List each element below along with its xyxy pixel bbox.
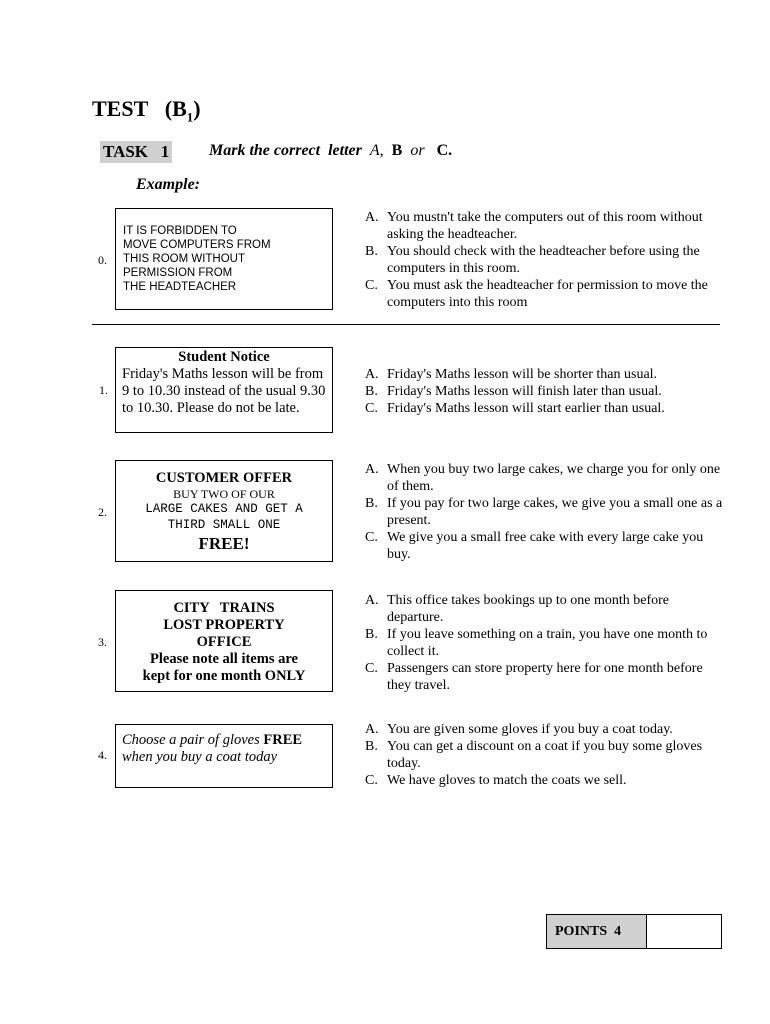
notice-line: LARGE CAKES AND GET A [145,502,303,516]
notice-line: kept for one month ONLY [142,668,306,684]
question-number: 3. [98,635,107,649]
title-level-sub: 1 [186,109,194,125]
notice-line: THIS ROOM WITHOUT [123,253,246,265]
notice-body: Friday's Maths lesson will be from 9 to 10.30 instead of the usual 9.30 to 10.30. Please do not be late. [122,366,326,416]
option-c[interactable] [365,277,725,311]
option-letter: B. [365,627,378,642]
option-b[interactable] [365,626,725,660]
option-a[interactable] [365,461,725,495]
example-label: Example: [136,176,200,193]
option-a[interactable] [365,366,725,383]
notice-text: Choose a pair of gloves [122,732,264,748]
option-text: You can get a discount on a coat if you buy some gloves today. [387,739,703,771]
option-letter: C. [365,661,378,676]
options-list [365,366,725,417]
option-b[interactable] [365,383,725,400]
points-box [546,914,722,949]
options-list [365,461,725,563]
option-text: Passengers can store property here for one month before they travel. [387,661,703,693]
option-text: If you leave something on a train, you have one month to collect it. [387,627,708,659]
question-number: 2. [98,505,107,519]
notice-line: THE HEADTEACHER [123,281,237,293]
or-text: or [410,142,425,159]
option-a[interactable] [365,209,725,243]
option-text: This office takes bookings up to one month before departure. [387,593,670,625]
option-b[interactable] [365,495,725,529]
title-level [164,96,201,125]
option-letter: A. [365,462,379,477]
notice-heading: Student Notice [178,349,270,365]
points-input[interactable] [647,915,721,948]
option-text: We have gloves to match the coats we sell. [387,773,627,788]
question-number: 0. [98,253,107,267]
notice-line: IT IS FORBIDDEN TO [123,225,237,237]
option-letter: B. [365,496,378,511]
option-text: We give you a small free cake with every large cake you buy. [387,530,704,562]
title-level-close: ) [193,96,201,121]
letter-a: A, [369,142,384,159]
option-c[interactable] [365,400,725,417]
option-text: When you buy two large cakes, we charge you for only one of them. [387,462,721,494]
title-text: TEST [92,96,149,121]
option-text: Friday's Maths lesson will start earlier than usual. [387,401,665,416]
notice-box [115,208,333,310]
notice-box [115,347,333,433]
option-a[interactable] [365,592,725,626]
option-text: You are given some gloves if you buy a coat today. [387,722,673,737]
option-text: Friday's Maths lesson will finish later than usual. [387,384,662,399]
option-a[interactable] [365,721,725,738]
notice-line: MOVE COMPUTERS FROM [123,239,271,251]
question-number: 1. [99,383,108,397]
option-letter: A. [365,210,379,225]
divider [92,324,720,325]
task-label: TASK 1 [100,141,172,163]
option-letter: C. [365,530,378,545]
notice-line: BUY TWO OF OUR [173,487,275,501]
option-c[interactable] [365,529,725,563]
points-label: POINTS 4 [547,915,647,948]
option-b[interactable] [365,243,725,277]
notice-bold: FREE [263,732,303,748]
option-letter: C. [365,401,378,416]
task-instruction [209,142,452,160]
notice-line: PERMISSION FROM [123,267,233,279]
option-letter: A. [365,367,379,382]
notice-box [115,460,333,562]
option-letter: B. [365,739,378,754]
title-level-open: (B [164,96,187,121]
notice-line [122,749,332,766]
notice-box [115,724,333,788]
notice-line [122,732,332,749]
option-letter: A. [365,722,379,737]
option-text: You must ask the headteacher for permission to move the computers into this room [387,278,708,310]
option-text: You should check with the headteacher before using the computers in this room. [387,244,700,276]
question-number: 4. [98,748,107,762]
notice-line: THIRD SMALL ONE [167,518,281,532]
option-letter: C. [365,773,378,788]
option-text: If you pay for two large cakes, we give you a small one as a present. [387,496,723,528]
page-title [92,96,201,125]
option-c[interactable] [365,660,725,694]
options-list [365,209,725,311]
notice-text: when you buy a coat today [122,749,278,765]
option-letter: C. [365,278,378,293]
notice-line: Please note all items are [150,651,298,667]
notice-line: OFFICE [196,634,252,650]
option-b[interactable] [365,738,725,772]
option-text: You mustn't take the computers out of this room without asking the headteacher. [387,210,703,242]
options-list [365,721,725,789]
option-letter: B. [365,384,378,399]
notice-line: LOST PROPERTY [163,617,285,633]
notice-line: CITY TRAINS [173,600,275,616]
notice-line: FREE! [198,534,250,553]
option-letter: A. [365,593,379,608]
instruction-text: Mark the correct letter [209,142,362,159]
option-letter: B. [365,244,378,259]
notice-line: CUSTOMER OFFER [155,470,293,486]
notice-box [115,590,333,692]
letter-c: C. [436,142,453,159]
option-c[interactable] [365,772,725,789]
letter-b: B [391,142,403,159]
options-list [365,592,725,694]
option-text: Friday's Maths lesson will be shorter than usual. [387,367,658,382]
